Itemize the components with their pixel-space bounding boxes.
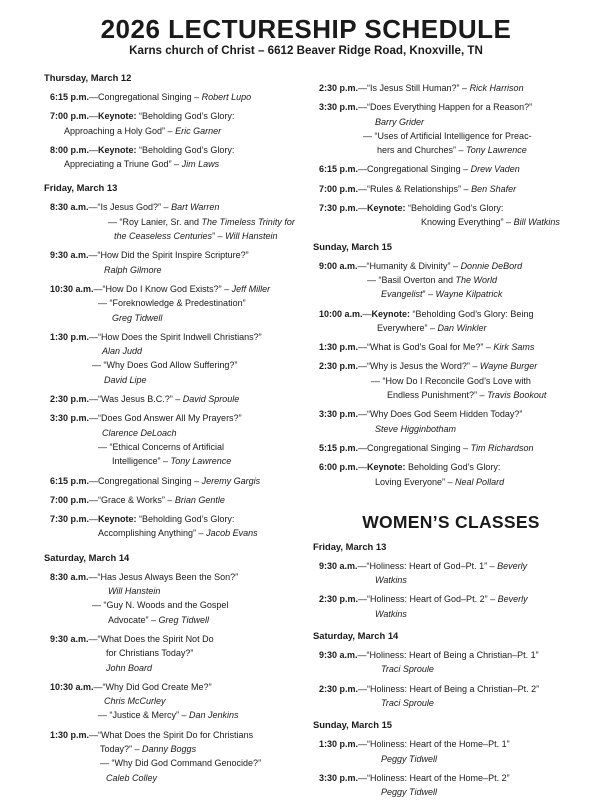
session-speaker: Peggy Tidwell bbox=[381, 787, 437, 798]
sub-session-title: Advocate” – bbox=[108, 614, 159, 625]
keynote-label: Keynote: bbox=[98, 144, 137, 155]
sub-session-title: hers and Churches” – bbox=[377, 145, 467, 156]
day-heading-friday: Friday, March 13 bbox=[44, 182, 118, 194]
session-time: 5:15 p.m. bbox=[319, 442, 359, 453]
womens-day-heading-friday: Friday, March 13 bbox=[313, 540, 387, 552]
session-sat-230pm bbox=[313, 81, 583, 95]
session-speaker: Kirk Sams bbox=[493, 342, 535, 353]
session-time: 6:15 p.m. bbox=[319, 164, 359, 175]
session-fri-930am bbox=[44, 248, 306, 277]
session-title: —“Does Everything Happen for a Reason?” bbox=[358, 102, 533, 113]
session-time: 6:15 p.m. bbox=[50, 92, 90, 102]
session-dash: — bbox=[89, 111, 99, 122]
sub-session-continuation bbox=[319, 143, 583, 157]
session-fri-730pm bbox=[44, 512, 306, 541]
session-time: 2:30 p.m. bbox=[50, 394, 90, 405]
session-title: —Congregational Singing – bbox=[358, 442, 471, 453]
session-fri-615pm bbox=[44, 474, 306, 488]
session-speaker: Bart Warren bbox=[171, 202, 220, 213]
page-title: 2026 LECTURESHIP SCHEDULE bbox=[100, 14, 512, 44]
sub-session-title: Intelligence” – bbox=[112, 456, 171, 467]
session-time: 3:30 p.m. bbox=[319, 102, 359, 113]
session-speaker: Jeff Miller bbox=[231, 283, 271, 294]
session-speaker: Jim Laws bbox=[181, 159, 220, 170]
session-time: 10:30 a.m. bbox=[50, 283, 94, 294]
session-title: —“Humanity & Divinity” – bbox=[357, 260, 461, 271]
session-title: —“What Does the Spirit Not Do bbox=[88, 633, 214, 644]
session-title: —“Holiness: Heart of God–Pt. 1” – bbox=[357, 560, 498, 571]
session-speaker-cont: Watkins bbox=[375, 608, 407, 619]
keynote-label: Keynote: bbox=[98, 514, 137, 525]
session-continuation bbox=[319, 321, 583, 335]
session-title: —“Holiness: Heart of the Home–Pt. 2” bbox=[358, 772, 510, 783]
session-speaker: Clarence DeLoach bbox=[102, 427, 177, 438]
session-continuation bbox=[50, 124, 306, 138]
session-sat-830am bbox=[44, 570, 306, 627]
session-time: 3:30 p.m. bbox=[319, 409, 359, 420]
womens-day-heading-saturday: Saturday, March 14 bbox=[313, 630, 399, 642]
session-sat-130pm bbox=[44, 728, 306, 785]
sub-session-continuation bbox=[319, 388, 583, 402]
womens-classes-heading: WOMEN’S CLASSES bbox=[362, 511, 540, 532]
womens-fri-930am bbox=[313, 559, 583, 588]
session-speaker: Wayne Burger bbox=[479, 361, 538, 372]
session-fri-230pm bbox=[44, 392, 306, 406]
session-time: 1:30 p.m. bbox=[319, 739, 359, 750]
session-time: 6:15 p.m. bbox=[50, 475, 90, 486]
session-title-cont: Approaching a Holy God” – bbox=[64, 125, 176, 136]
sub-session-speaker: Tony Lawrence bbox=[466, 145, 527, 156]
keynote-label: Keynote: bbox=[98, 111, 137, 122]
session-time: 2:30 p.m. bbox=[319, 361, 359, 372]
session-time: 1:30 p.m. bbox=[50, 729, 90, 740]
sub-session-speaker: Dan Jenkins bbox=[189, 710, 239, 721]
session-title: “Beholding God’s Glory: bbox=[405, 203, 504, 214]
session-title: —Congregational Singing – bbox=[358, 164, 471, 175]
session-continuation bbox=[319, 215, 583, 229]
sub-session-title: ” – bbox=[212, 231, 226, 242]
session-time: 8:30 a.m. bbox=[50, 571, 89, 582]
sub-session bbox=[50, 708, 306, 722]
session-speaker: Tim Richardson bbox=[470, 442, 534, 453]
womens-sun-130pm bbox=[313, 737, 583, 766]
session-time: 6:00 p.m. bbox=[319, 462, 359, 473]
session-time: 3:30 p.m. bbox=[50, 413, 90, 424]
session-speaker: Donnie DeBord bbox=[460, 260, 523, 271]
session-time: 9:30 a.m. bbox=[319, 560, 358, 571]
session-speaker: Danny Boggs bbox=[142, 743, 197, 754]
session-title-cont: Today?” – bbox=[100, 743, 143, 754]
session-speaker: Peggy Tidwell bbox=[381, 753, 437, 764]
sub-session-title: — “Guy N. Woods and the Gospel bbox=[92, 600, 229, 611]
sub-session-title: — “Why Did God Command Genocide?” bbox=[100, 758, 262, 769]
session-title-cont: Everywhere” – bbox=[377, 322, 438, 333]
session-title-cont: for Christians Today?” bbox=[106, 648, 194, 659]
session-fri-700pm bbox=[44, 493, 306, 507]
session-fri-830am bbox=[44, 200, 306, 243]
sub-session-title-italic: The Timeless Trinity for bbox=[201, 216, 295, 227]
sub-session-speaker: Greg Tidwell bbox=[158, 614, 209, 625]
womens-sun-330pm bbox=[313, 771, 583, 800]
session-thu-615pm bbox=[44, 90, 306, 104]
session-continuation bbox=[50, 157, 306, 171]
session-speaker: Barry Grider bbox=[375, 116, 425, 127]
session-sun-900am bbox=[313, 259, 583, 302]
session-time: 7:00 p.m. bbox=[50, 111, 90, 122]
sub-session-title-italic: Evangelist bbox=[381, 289, 423, 300]
session-sun-330pm bbox=[313, 407, 583, 436]
sub-session bbox=[319, 273, 583, 287]
session-speaker: Beverly bbox=[497, 594, 528, 605]
session-time: 7:30 p.m. bbox=[319, 203, 359, 214]
session-title: —Congregational Singing – bbox=[89, 475, 202, 486]
day-heading-saturday: Saturday, March 14 bbox=[44, 551, 130, 563]
sub-session-title-italic: The World bbox=[455, 274, 498, 285]
session-title: —“Holiness: Heart of God–Pt. 2” – bbox=[358, 594, 498, 605]
sub-session-speaker: Will Hanstein bbox=[225, 231, 278, 242]
session-time: 2:30 p.m. bbox=[319, 594, 359, 605]
session-sat-330pm bbox=[313, 100, 583, 157]
session-title: —“What Does the Spirit Do for Christians bbox=[89, 729, 254, 740]
womens-fri-230pm bbox=[313, 592, 583, 621]
session-dash: — bbox=[89, 144, 99, 155]
session-title: “Beholding God’s Glory: bbox=[136, 144, 235, 155]
session-title: —“What is God’s Goal for Me?” – bbox=[358, 342, 494, 353]
session-dash: — bbox=[358, 203, 368, 214]
sub-session-continuation bbox=[50, 454, 306, 468]
session-time: 3:30 p.m. bbox=[319, 772, 359, 783]
session-time: 9:30 a.m. bbox=[50, 250, 89, 261]
session-speaker: John Board bbox=[106, 662, 153, 673]
sub-session-title: — “Uses of Artificial Intelligence for Preac- bbox=[363, 130, 532, 141]
session-speaker: Eric Garner bbox=[175, 125, 222, 136]
session-title-cont: Appreciating a Triune God” – bbox=[64, 159, 182, 170]
sub-session-speaker: Travis Bookout bbox=[487, 390, 547, 401]
session-time: 7:00 p.m. bbox=[50, 494, 90, 505]
session-fri-330pm bbox=[44, 411, 306, 468]
session-time: 1:30 p.m. bbox=[50, 331, 90, 342]
session-time: 1:30 p.m. bbox=[319, 342, 359, 353]
session-title: —Congregational Singing – bbox=[89, 92, 202, 102]
session-title: —“Holiness: Heart of the Home–Pt. 1” bbox=[358, 739, 510, 750]
page-subtitle: Karns church of Christ – 6612 Beaver Ridge Road, Knoxville, TN bbox=[129, 44, 483, 57]
session-title: —“How Did the Spirit Inspire Scripture?” bbox=[88, 250, 249, 261]
session-title: —“Is Jesus Still Human?” – bbox=[358, 83, 470, 93]
session-continuation bbox=[50, 742, 306, 756]
session-dash: — bbox=[358, 462, 368, 473]
session-sat-615pm bbox=[313, 162, 583, 176]
session-continuation bbox=[50, 526, 306, 540]
session-title: “Beholding God’s Glory: Being bbox=[410, 308, 534, 319]
session-sun-230pm bbox=[313, 359, 583, 402]
session-fri-130pm bbox=[44, 330, 306, 387]
session-title: —“Grace & Works” – bbox=[89, 494, 175, 505]
session-dash: — bbox=[362, 308, 372, 319]
session-title: —“How Do I Know God Exists?” – bbox=[93, 283, 232, 294]
session-fri-1030am bbox=[44, 282, 306, 325]
keynote-label: Keynote: bbox=[367, 203, 406, 214]
session-speaker: Traci Sproule bbox=[381, 664, 434, 675]
session-speaker-cont: Watkins bbox=[375, 575, 407, 586]
day-heading-thursday: Thursday, March 12 bbox=[44, 72, 132, 83]
session-title-cont: Loving Everyone” – bbox=[375, 476, 456, 487]
session-dash: — bbox=[89, 514, 99, 525]
session-title: —“Rules & Relationships” – bbox=[358, 183, 472, 194]
sub-session-title: — “Foreknowledge & Predestination” bbox=[98, 298, 246, 309]
session-sun-515pm bbox=[313, 441, 583, 455]
womens-sat-930am bbox=[313, 648, 583, 677]
session-title: —“Holiness: Heart of Being a Christian–Pt. 1” bbox=[357, 650, 539, 661]
sub-session-speaker: Wayne Kilpatrick bbox=[435, 289, 503, 300]
session-title: —“Why Does God Seem Hidden Today?” bbox=[358, 409, 523, 420]
session-sat-930am bbox=[44, 632, 306, 675]
session-title: —“Why Did God Create Me?” bbox=[93, 681, 212, 692]
womens-sat-230pm bbox=[313, 682, 583, 711]
sub-session-speaker: Greg Tidwell bbox=[112, 312, 163, 323]
sub-session-title: — “Why Does God Allow Suffering?” bbox=[92, 360, 238, 371]
session-speaker: Steve Higginbotham bbox=[375, 423, 457, 434]
session-title-cont: Accomplishing Anything” – bbox=[98, 528, 207, 539]
session-time: 9:00 a.m. bbox=[319, 260, 358, 271]
sub-session-continuation bbox=[319, 287, 583, 301]
session-time: 9:30 a.m. bbox=[50, 633, 89, 644]
day-heading-sunday: Sunday, March 15 bbox=[313, 240, 393, 252]
sub-session-title: — “How Do I Reconcile God’s Love with bbox=[371, 375, 531, 386]
session-title: —“Was Jesus B.C.?” – bbox=[89, 394, 183, 405]
session-speaker: Ben Shafer bbox=[471, 183, 517, 194]
session-speaker: Drew Vaden bbox=[470, 164, 520, 175]
session-title: “Beholding God’s Glory: bbox=[136, 514, 235, 525]
sub-session-title: — “Ethical Concerns of Artificial bbox=[98, 441, 225, 452]
session-time: 10:00 a.m. bbox=[319, 308, 363, 319]
session-speaker: Brian Gentle bbox=[174, 494, 225, 505]
left-column bbox=[44, 66, 306, 790]
session-title: “Beholding God’s Glory: bbox=[136, 111, 235, 122]
sub-session-title: — “Basil Overton and bbox=[367, 274, 456, 285]
session-speaker: Ralph Gilmore bbox=[104, 264, 162, 275]
session-time: 8:30 a.m. bbox=[50, 202, 89, 213]
session-time: 10:30 a.m. bbox=[50, 681, 94, 692]
session-sat-1030am bbox=[44, 680, 306, 723]
session-time: 2:30 p.m. bbox=[319, 83, 359, 93]
session-title: —“Does God Answer All My Prayers?” bbox=[89, 413, 242, 424]
session-speaker: Will Hanstein bbox=[108, 586, 161, 597]
session-speaker: Alan Judd bbox=[102, 346, 143, 357]
sub-session-title: Endless Punishment?” – bbox=[387, 390, 488, 401]
sub-session bbox=[50, 215, 306, 229]
session-continuation bbox=[319, 475, 583, 489]
session-speaker: Dan Winkler bbox=[437, 322, 487, 333]
sub-session-title: ” – bbox=[422, 289, 436, 300]
session-time: 7:30 p.m. bbox=[50, 514, 90, 525]
session-sat-700pm bbox=[313, 182, 583, 196]
session-speaker: Bill Watkins bbox=[513, 217, 560, 228]
session-sun-130pm bbox=[313, 340, 583, 354]
keynote-label: Keynote: bbox=[371, 308, 411, 319]
sub-session-speaker: David Lipe bbox=[104, 374, 147, 385]
sub-session-title: — “Justice & Mercy” – bbox=[98, 710, 190, 721]
right-column bbox=[313, 81, 583, 804]
sub-session-speaker: Tony Lawrence bbox=[170, 456, 232, 467]
session-sun-1000am bbox=[313, 307, 583, 336]
sub-session-continuation bbox=[50, 613, 306, 627]
session-speaker: Jacob Evans bbox=[206, 528, 258, 539]
session-speaker: Neal Pollard bbox=[455, 476, 505, 487]
session-title: —“Holiness: Heart of Being a Christian–Pt. 2” bbox=[358, 683, 540, 694]
session-title-cont: Knowing Everything” – bbox=[421, 217, 514, 228]
womens-day-heading-sunday: Sunday, March 15 bbox=[313, 719, 393, 731]
session-speaker: Rick Harrison bbox=[469, 83, 524, 93]
session-speaker: Traci Sproule bbox=[381, 697, 434, 708]
session-title: —“How Does the Spirit Indwell Christians?” bbox=[89, 331, 262, 342]
session-speaker: Beverly bbox=[497, 560, 528, 571]
sub-session-continuation bbox=[50, 229, 306, 243]
session-sun-600pm bbox=[313, 460, 583, 489]
session-time: 8:00 p.m. bbox=[50, 144, 90, 155]
session-time: 2:30 p.m. bbox=[319, 683, 359, 694]
session-title: —“Is Jesus God?” – bbox=[88, 202, 172, 213]
sub-session-speaker: Caleb Colley bbox=[106, 772, 158, 783]
session-speaker: Chris McCurley bbox=[104, 696, 166, 707]
session-thu-700pm bbox=[44, 109, 306, 138]
session-time: 7:00 p.m. bbox=[319, 183, 359, 194]
session-speaker: David Sproule bbox=[182, 394, 240, 405]
session-sat-730pm bbox=[313, 201, 583, 230]
session-title: —“Has Jesus Always Been the Son?” bbox=[88, 571, 239, 582]
session-speaker: Jeremy Gargis bbox=[201, 475, 261, 486]
keynote-label: Keynote: bbox=[367, 462, 406, 473]
session-title: Beholding God’s Glory: bbox=[405, 462, 501, 473]
session-thu-800pm bbox=[44, 143, 306, 172]
sub-session-title-italic: the Ceaseless Centuries bbox=[114, 231, 213, 242]
session-title: —“Why is Jesus the Word?” – bbox=[358, 361, 480, 372]
session-speaker: Robert Lupo bbox=[201, 92, 252, 102]
sub-session-title: — “Roy Lanier, Sr. and bbox=[108, 216, 202, 227]
session-time: 9:30 a.m. bbox=[319, 650, 358, 661]
